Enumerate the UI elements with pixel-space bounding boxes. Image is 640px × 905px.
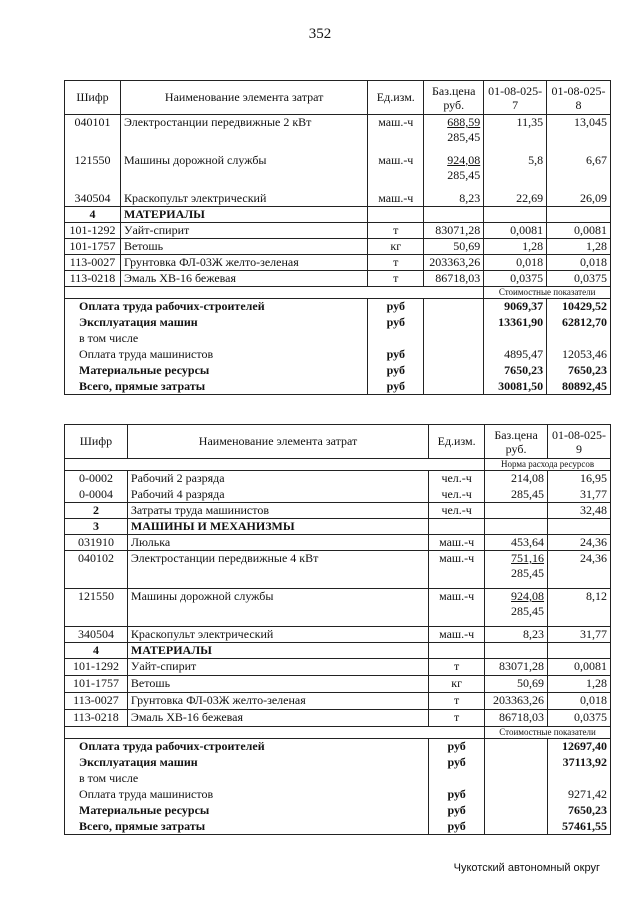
table-row <box>65 693 611 710</box>
total-row <box>65 379 611 395</box>
unit-cell: кг <box>368 239 424 255</box>
unit-cell: т <box>368 223 424 239</box>
total-row <box>65 331 611 347</box>
price-secondary: 285,45 <box>511 604 545 618</box>
cost-table-1 <box>64 80 611 395</box>
total-label: Оплата труда рабочих-строителей <box>65 299 368 315</box>
header-col-7: 01-08-025-7 <box>484 81 547 115</box>
price-value: 453,64 <box>511 535 545 549</box>
empty-cell <box>485 519 548 535</box>
total-label: в том числе <box>65 331 368 347</box>
header-unit: Ед.изм. <box>429 425 485 459</box>
total-row <box>65 299 611 315</box>
unit-cell: чел.-ч <box>429 487 485 503</box>
value-cell-9: 1,28 <box>548 676 611 693</box>
section-num: 4 <box>65 643 128 659</box>
empty-cell <box>547 207 611 223</box>
table-row <box>65 535 611 551</box>
unit-cell: т <box>368 255 424 271</box>
band-label: Норма расхода ресурсов <box>485 459 611 471</box>
name-cell: Машины дорожной службы <box>120 153 367 191</box>
total-label: Оплата труда машинистов <box>65 347 368 363</box>
table-row <box>65 153 611 191</box>
page-number: 352 <box>308 26 332 42</box>
value-cell-9: 31,77 <box>548 487 611 503</box>
unit-cell: маш.-ч <box>368 115 424 153</box>
value-cell-9: 37113,92 <box>548 755 611 771</box>
header-unit: Ед.изм. <box>368 81 424 115</box>
price-value: 8,23 <box>523 627 545 641</box>
unit-cell: руб <box>429 787 485 803</box>
unit-cell: маш.-ч <box>368 153 424 191</box>
price-secondary: 285,45 <box>447 130 481 144</box>
total-label: Эксплуатация машин <box>65 315 368 331</box>
value-cell-7: 1,28 <box>484 239 547 255</box>
value-cell-9: 12697,40 <box>548 739 611 755</box>
value-cell-8: 0,0081 <box>547 223 611 239</box>
code-cell: 113-0218 <box>65 710 128 727</box>
empty-cell <box>424 379 484 395</box>
section-row <box>65 519 611 535</box>
unit-cell: руб <box>429 739 485 755</box>
value-cell-8: 62812,70 <box>547 315 611 331</box>
code-cell: 101-1757 <box>65 676 128 693</box>
table-row <box>65 191 611 207</box>
empty-cell <box>548 519 611 535</box>
name-cell: Электростанции передвижные 2 кВт <box>120 115 367 153</box>
unit-cell: руб <box>368 363 424 379</box>
table-row <box>65 659 611 676</box>
total-label: Всего, прямые затраты <box>65 819 429 835</box>
band-row <box>65 727 611 739</box>
name-cell: Краскопульт электрический <box>120 191 367 207</box>
table-row <box>65 223 611 239</box>
code-cell: 101-1757 <box>65 239 121 255</box>
total-label: Всего, прямые затраты <box>65 379 368 395</box>
value-cell-9: 31,77 <box>548 627 611 643</box>
price-secondary: 285,45 <box>511 566 545 580</box>
name-cell: Электростанции передвижные 4 кВт <box>127 551 428 589</box>
band-row <box>65 459 611 471</box>
unit-cell: руб <box>368 299 424 315</box>
table-row <box>65 115 611 153</box>
empty-cell <box>485 755 548 771</box>
section-title: МАТЕРИАЛЫ <box>127 643 428 659</box>
band-label: Стоимостные показатели <box>485 727 611 739</box>
value-cell-7: 13361,90 <box>484 315 547 331</box>
band-spacer <box>65 459 485 471</box>
value-cell-9: 0,0081 <box>548 659 611 676</box>
section-row <box>65 643 611 659</box>
value-cell-7: 9069,37 <box>484 299 547 315</box>
price-cell <box>485 535 548 551</box>
code-cell: 113-0027 <box>65 255 121 271</box>
unit-cell: руб <box>368 315 424 331</box>
price-value: 751,16 <box>511 551 545 565</box>
total-row <box>65 787 611 803</box>
name-cell: Эмаль ХВ-16 бежевая <box>127 710 428 727</box>
band-spacer <box>65 727 485 739</box>
empty-cell <box>424 299 484 315</box>
unit-cell: маш.-ч <box>429 535 485 551</box>
name-cell: Грунтовка ФЛ-03Ж желто-зеленая <box>120 255 367 271</box>
value-cell-8: 0,0375 <box>547 271 611 287</box>
price-cell: 203363,26 <box>424 255 484 271</box>
value-cell-9: 0,0375 <box>548 710 611 727</box>
name-cell: Люлька <box>127 535 428 551</box>
empty-cell <box>485 503 548 519</box>
value-cell-8: 0,018 <box>547 255 611 271</box>
value-cell-7: 7650,23 <box>484 363 547 379</box>
empty-cell <box>429 519 485 535</box>
price-cell <box>424 115 484 153</box>
price-value: 924,08 <box>511 589 545 603</box>
unit-cell: маш.-ч <box>368 191 424 207</box>
code-cell: 101-1292 <box>65 659 128 676</box>
empty-cell <box>484 207 547 223</box>
value-cell-8: 1,28 <box>547 239 611 255</box>
name-cell: Уайт-спирит <box>127 659 428 676</box>
table-row <box>65 710 611 727</box>
value-cell-8: 80892,45 <box>547 379 611 395</box>
name-cell: Рабочий 2 разряда <box>127 471 428 487</box>
table-1-body <box>65 115 611 395</box>
unit-cell: руб <box>429 755 485 771</box>
price-cell: 86718,03 <box>424 271 484 287</box>
total-label: Эксплуатация машин <box>65 755 429 771</box>
table-row <box>65 589 611 627</box>
header-name: Наименование элемента затрат <box>120 81 367 115</box>
empty-cell <box>424 363 484 379</box>
price-value: 8,23 <box>459 190 481 205</box>
price-cell <box>424 153 484 191</box>
total-label: Оплата труда машинистов <box>65 787 429 803</box>
empty-cell <box>485 643 548 659</box>
cost-table-2 <box>64 424 611 835</box>
unit-cell: т <box>429 659 485 676</box>
empty-cell <box>485 803 548 819</box>
unit-cell: маш.-ч <box>429 589 485 627</box>
section-title: Затраты труда машинистов <box>127 503 428 519</box>
value-cell-9: 7650,23 <box>548 803 611 819</box>
unit-cell: руб <box>368 347 424 363</box>
header-base-price: Баз.цена руб. <box>485 425 548 459</box>
table-header-row <box>65 425 611 459</box>
value-cell-9: 24,36 <box>548 551 611 589</box>
value-cell-9: 16,95 <box>548 471 611 487</box>
value-cell-9: 9271,42 <box>548 787 611 803</box>
name-cell: Грунтовка ФЛ-03Ж желто-зеленая <box>127 693 428 710</box>
value-cell-7: 30081,50 <box>484 379 547 395</box>
unit-cell <box>429 771 485 787</box>
section-num: 4 <box>65 207 121 223</box>
section-num: 3 <box>65 519 128 535</box>
table-row <box>65 627 611 643</box>
table-row <box>65 676 611 693</box>
total-row <box>65 315 611 331</box>
unit-cell: руб <box>429 819 485 835</box>
name-cell: Рабочий 4 разряда <box>127 487 428 503</box>
price-cell: 83071,28 <box>424 223 484 239</box>
value-cell-8: 12053,46 <box>547 347 611 363</box>
total-row <box>65 363 611 379</box>
total-row <box>65 803 611 819</box>
section-row <box>65 207 611 223</box>
price-cell <box>485 589 548 627</box>
value-cell-9: 0,018 <box>548 693 611 710</box>
total-label: Оплата труда рабочих-строителей <box>65 739 429 755</box>
code-cell: 121550 <box>65 589 128 627</box>
name-cell: Ветошь <box>127 676 428 693</box>
total-row <box>65 755 611 771</box>
code-cell: 040101 <box>65 115 121 153</box>
empty-cell <box>429 643 485 659</box>
empty-cell <box>368 207 424 223</box>
unit-cell: т <box>368 271 424 287</box>
name-cell: Эмаль ХВ-16 бежевая <box>120 271 367 287</box>
value-cell-8: 26,09 <box>547 191 611 207</box>
name-cell: Машины дорожной службы <box>127 589 428 627</box>
empty-cell <box>485 819 548 835</box>
price-cell: 203363,26 <box>485 693 548 710</box>
code-cell: 340504 <box>65 627 128 643</box>
value-cell-8 <box>547 331 611 347</box>
price-cell: 214,08 <box>485 471 548 487</box>
price-value: 688,59 <box>447 115 481 129</box>
code-cell: 0-0004 <box>65 487 128 503</box>
total-label: в том числе <box>65 771 429 787</box>
header-code: Шифр <box>65 425 128 459</box>
total-label: Материальные ресурсы <box>65 803 429 819</box>
band-row <box>65 287 611 299</box>
name-cell: Уайт-спирит <box>120 223 367 239</box>
table-row <box>65 471 611 487</box>
value-cell-9 <box>548 771 611 787</box>
header-base-price: Баз.цена руб. <box>424 81 484 115</box>
code-cell: 031910 <box>65 535 128 551</box>
name-cell: Ветошь <box>120 239 367 255</box>
section-title: МАШИНЫ И МЕХАНИЗМЫ <box>127 519 428 535</box>
table-row <box>65 271 611 287</box>
table-row <box>65 239 611 255</box>
band-spacer <box>65 287 484 299</box>
total-row <box>65 771 611 787</box>
unit-cell: руб <box>429 803 485 819</box>
code-cell: 0-0002 <box>65 471 128 487</box>
empty-cell <box>548 643 611 659</box>
value-cell-8: 7650,23 <box>547 363 611 379</box>
unit-cell: т <box>429 693 485 710</box>
table-row <box>65 487 611 503</box>
header-name: Наименование элемента затрат <box>127 425 428 459</box>
code-cell: 113-0218 <box>65 271 121 287</box>
value-cell-7: 4895,47 <box>484 347 547 363</box>
value-cell-9: 57461,55 <box>548 819 611 835</box>
price-cell: 86718,03 <box>485 710 548 727</box>
table-header-row <box>65 81 611 115</box>
price-cell <box>424 191 484 207</box>
price-cell: 50,69 <box>485 676 548 693</box>
unit-cell: чел.-ч <box>429 503 485 519</box>
empty-cell <box>424 207 484 223</box>
header-col-9: 01-08-025-9 <box>548 425 611 459</box>
empty-cell <box>485 739 548 755</box>
code-cell: 121550 <box>65 153 121 191</box>
code-cell: 340504 <box>65 191 121 207</box>
price-cell: 50,69 <box>424 239 484 255</box>
value-cell-9: 8,12 <box>548 589 611 627</box>
price-cell <box>485 627 548 643</box>
table-2-body <box>65 459 611 835</box>
empty-cell <box>485 787 548 803</box>
empty-cell <box>485 771 548 787</box>
unit-cell <box>368 331 424 347</box>
empty-cell <box>424 347 484 363</box>
value-cell-7: 0,0375 <box>484 271 547 287</box>
value-cell-9: 24,36 <box>548 535 611 551</box>
empty-cell <box>424 331 484 347</box>
price-secondary: 285,45 <box>447 167 481 182</box>
unit-cell: чел.-ч <box>429 471 485 487</box>
unit-cell: руб <box>368 379 424 395</box>
value-cell-8: 13,045 <box>547 115 611 153</box>
name-cell: Краскопульт электрический <box>127 627 428 643</box>
total-row <box>65 347 611 363</box>
band-label: Стоимостные показатели <box>484 287 611 299</box>
empty-cell <box>424 315 484 331</box>
code-cell: 113-0027 <box>65 693 128 710</box>
unit-cell: маш.-ч <box>429 551 485 589</box>
value-cell-7: 22,69 <box>484 191 547 207</box>
price-cell: 285,45 <box>485 487 548 503</box>
header-col-8: 01-08-025-8 <box>547 81 611 115</box>
code-cell: 101-1292 <box>65 223 121 239</box>
price-cell: 83071,28 <box>485 659 548 676</box>
value-cell-9: 32,48 <box>548 503 611 519</box>
total-label: Материальные ресурсы <box>65 363 368 379</box>
code-cell: 040102 <box>65 551 128 589</box>
price-cell <box>485 551 548 589</box>
value-cell-8: 6,67 <box>547 153 611 191</box>
section-num: 2 <box>65 503 128 519</box>
unit-cell: т <box>429 710 485 727</box>
value-cell-7: 0,0081 <box>484 223 547 239</box>
header-code: Шифр <box>65 81 121 115</box>
table-row <box>65 551 611 589</box>
value-cell-8: 10429,52 <box>547 299 611 315</box>
unit-cell: маш.-ч <box>429 627 485 643</box>
total-row <box>65 819 611 835</box>
footer-region: Чукотский автономный округ <box>453 862 600 874</box>
unit-cell: кг <box>429 676 485 693</box>
value-cell-7 <box>484 331 547 347</box>
section-row <box>65 503 611 519</box>
value-cell-7: 5,8 <box>484 153 547 191</box>
table-row <box>65 255 611 271</box>
price-value: 924,08 <box>447 152 481 167</box>
total-row <box>65 739 611 755</box>
value-cell-7: 11,35 <box>484 115 547 153</box>
value-cell-7: 0,018 <box>484 255 547 271</box>
section-title: МАТЕРИАЛЫ <box>120 207 367 223</box>
